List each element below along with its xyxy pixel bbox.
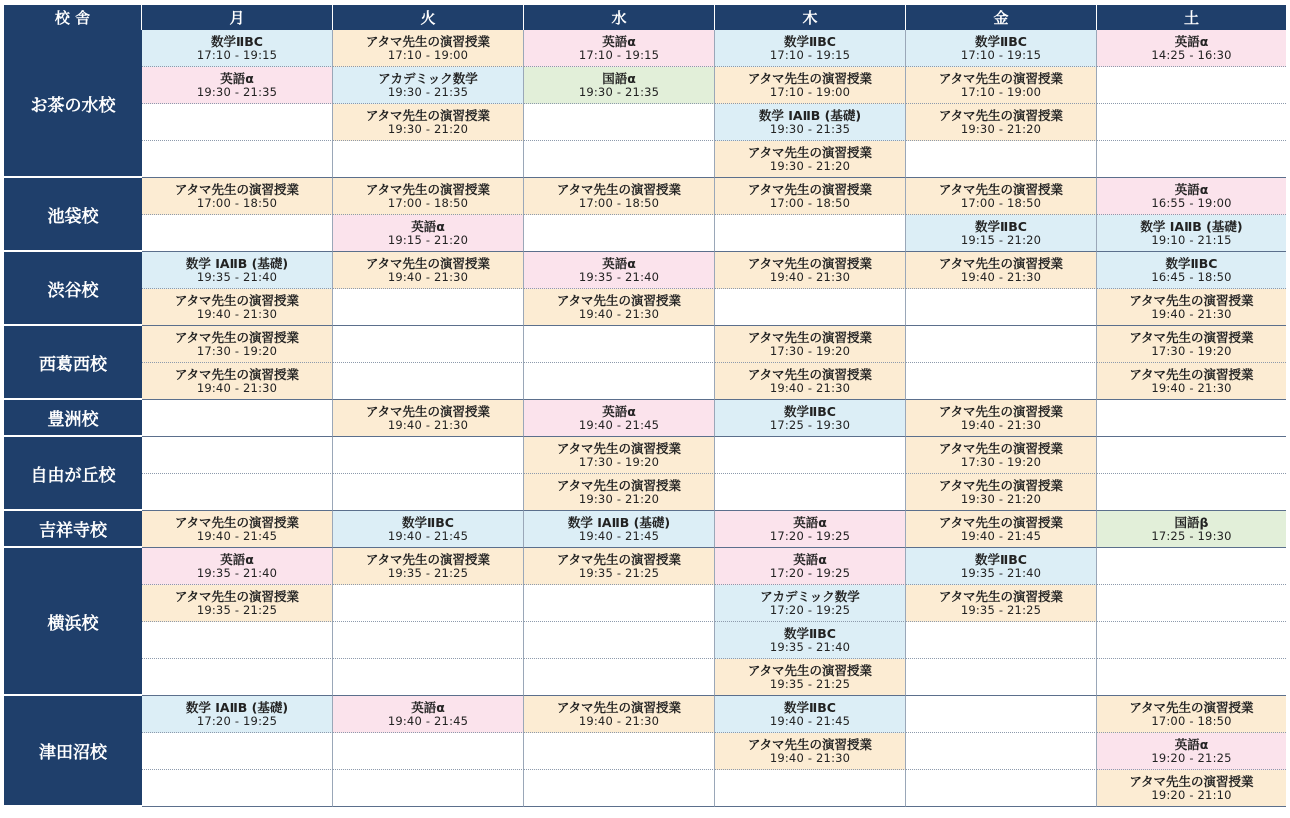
class-cell: [1097, 363, 1286, 400]
class-name: 数学ⅡBC: [784, 404, 836, 420]
class-time: 19:35 - 21:25: [960, 602, 1042, 617]
class-name: アタマ先生の演習授業: [556, 441, 682, 457]
empty-cell: [524, 104, 715, 141]
class-cell: [715, 585, 906, 622]
empty-cell: [333, 141, 524, 178]
empty-cell: [333, 437, 524, 474]
empty-cell: [906, 622, 1097, 659]
class-cell: [142, 178, 333, 215]
class-time: 19:15 - 21:20: [387, 232, 469, 247]
class-cell: [333, 178, 524, 215]
class-cell: [906, 215, 1097, 252]
class-time: 19:35 - 21:40: [769, 639, 851, 654]
class-cell: [906, 474, 1097, 511]
class-name: アタマ先生の演習授業: [556, 182, 682, 198]
class-name: アタマ先生の演習授業: [556, 552, 682, 568]
class-cell: [142, 252, 333, 289]
class-cell: [906, 585, 1097, 622]
empty-cell: [715, 474, 906, 511]
class-time: 19:20 - 21:25: [1151, 750, 1232, 765]
empty-cell: [524, 141, 715, 178]
empty-cell: [906, 141, 1097, 178]
class-name: 数学 IAⅡB (基礎): [1140, 219, 1243, 235]
class-cell: [333, 252, 524, 289]
empty-cell: [142, 474, 333, 511]
header-day-thu: 木: [715, 5, 906, 30]
empty-cell: [142, 733, 333, 770]
class-cell: [715, 67, 906, 104]
class-time: 17:10 - 19:15: [578, 47, 660, 62]
empty-cell: [333, 585, 524, 622]
class-time: 19:30 - 21:35: [578, 84, 660, 99]
empty-cell: [1097, 659, 1286, 696]
empty-cell: [906, 659, 1097, 696]
empty-cell: [1097, 474, 1286, 511]
class-name: アタマ先生の演習授業: [747, 145, 873, 161]
class-time: 19:40 - 21:30: [769, 750, 851, 765]
class-name: アタマ先生の演習授業: [556, 700, 682, 716]
class-cell: [524, 178, 715, 215]
class-time: 19:40 - 21:30: [196, 306, 278, 321]
class-name: 数学ⅡBC: [784, 34, 836, 50]
empty-cell: [1097, 141, 1286, 178]
class-cell: [142, 289, 333, 326]
class-cell: [715, 622, 906, 659]
class-cell: [333, 67, 524, 104]
empty-cell: [142, 215, 333, 252]
class-name: アタマ先生の演習授業: [747, 256, 873, 272]
empty-cell: [1097, 437, 1286, 474]
class-time: 19:30 - 21:20: [578, 491, 660, 506]
class-name: アカデミック数学: [760, 589, 860, 605]
class-cell: [715, 30, 906, 67]
empty-cell: [142, 770, 333, 807]
class-time: 19:40 - 21:45: [387, 713, 469, 728]
class-time: 17:25 - 19:30: [1151, 528, 1232, 543]
class-time: 17:30 - 19:20: [1151, 343, 1232, 358]
class-name: 英語α: [411, 219, 445, 235]
empty-cell: [906, 363, 1097, 400]
class-name: 英語α: [1174, 34, 1209, 50]
class-time: 17:20 - 19:25: [769, 602, 851, 617]
class-time: 19:40 - 21:30: [578, 306, 660, 321]
empty-cell: [906, 696, 1097, 733]
class-name: 数学ⅡBC: [402, 515, 454, 531]
class-time: 17:10 - 19:00: [769, 84, 851, 99]
class-time: 19:40 - 21:30: [1151, 306, 1232, 321]
class-time: 19:30 - 21:20: [960, 491, 1042, 506]
class-time: 19:40 - 21:30: [387, 269, 469, 284]
class-time: 17:10 - 19:00: [387, 47, 469, 62]
class-time: 17:25 - 19:30: [769, 417, 851, 432]
class-cell: [1097, 326, 1286, 363]
class-cell: [142, 548, 333, 585]
class-name: アタマ先生の演習授業: [1129, 700, 1254, 716]
class-cell: [906, 252, 1097, 289]
class-cell: [1097, 289, 1286, 326]
class-time: 17:10 - 19:15: [960, 47, 1042, 62]
class-name: 数学ⅡBC: [1165, 256, 1218, 272]
class-cell: [142, 696, 333, 733]
empty-cell: [1097, 548, 1286, 585]
class-name: 英語α: [602, 34, 636, 50]
class-name: アカデミック数学: [378, 71, 478, 87]
class-time: 19:40 - 21:30: [960, 417, 1042, 432]
class-cell: [524, 474, 715, 511]
empty-cell: [715, 215, 906, 252]
empty-cell: [715, 437, 906, 474]
class-name: アタマ先生の演習授業: [1129, 774, 1254, 790]
class-time: 19:35 - 21:40: [196, 565, 278, 580]
class-time: 19:40 - 21:30: [578, 713, 660, 728]
campus-name: 横浜校: [4, 548, 142, 696]
class-time: 19:30 - 21:35: [196, 84, 278, 99]
class-name: アタマ先生の演習授業: [938, 71, 1064, 87]
class-cell: [142, 585, 333, 622]
empty-cell: [524, 622, 715, 659]
empty-cell: [142, 622, 333, 659]
header-campus: 校 舎: [4, 5, 142, 30]
class-time: 17:20 - 19:25: [196, 713, 278, 728]
header-day-tue: 火: [333, 5, 524, 30]
class-cell: [1097, 696, 1286, 733]
class-cell: [142, 511, 333, 548]
empty-cell: [524, 770, 715, 807]
class-name: アタマ先生の演習授業: [747, 71, 873, 87]
class-cell: [524, 30, 715, 67]
empty-cell: [142, 437, 333, 474]
empty-cell: [333, 770, 524, 807]
class-name: アタマ先生の演習授業: [1129, 367, 1254, 383]
class-cell: [906, 511, 1097, 548]
class-name: アタマ先生の演習授業: [1129, 330, 1254, 346]
class-time: 19:20 - 21:10: [1151, 787, 1232, 802]
class-name: 数学ⅡBC: [784, 700, 836, 716]
class-cell: [715, 733, 906, 770]
class-time: 19:35 - 21:40: [578, 269, 660, 284]
class-name: アタマ先生の演習授業: [747, 182, 873, 198]
class-cell: [524, 289, 715, 326]
class-time: 17:20 - 19:25: [769, 565, 851, 580]
class-name: 英語α: [1174, 182, 1209, 198]
campus-name: 豊洲校: [4, 400, 142, 437]
class-cell: [524, 696, 715, 733]
class-name: アタマ先生の演習授業: [938, 441, 1064, 457]
class-time: 19:35 - 21:25: [196, 602, 278, 617]
class-time: 19:10 - 21:15: [1151, 232, 1232, 247]
class-name: 数学 IAⅡB (基礎): [185, 700, 289, 716]
class-time: 19:40 - 21:30: [769, 380, 851, 395]
class-cell: [524, 67, 715, 104]
header-day-wed: 水: [524, 5, 715, 30]
class-name: アタマ先生の演習授業: [747, 737, 873, 753]
class-cell: [333, 511, 524, 548]
class-time: 19:40 - 21:45: [578, 417, 660, 432]
class-cell: [715, 363, 906, 400]
campus-name: 吉祥寺校: [4, 511, 142, 548]
class-name: 英語α: [220, 552, 254, 568]
class-time: 19:15 - 21:20: [960, 232, 1042, 247]
class-name: アタマ先生の演習授業: [365, 256, 491, 272]
schedule-table: [4, 5, 1286, 814]
empty-cell: [906, 326, 1097, 363]
class-time: 19:40 - 21:30: [196, 380, 278, 395]
class-time: 19:40 - 21:30: [769, 269, 851, 284]
class-cell: [715, 252, 906, 289]
class-cell: [333, 400, 524, 437]
class-time: 19:30 - 21:35: [769, 121, 851, 136]
class-time: 19:40 - 21:30: [960, 269, 1042, 284]
class-name: 英語α: [220, 71, 254, 87]
class-cell: [1097, 215, 1286, 252]
class-cell: [906, 437, 1097, 474]
class-name: アタマ先生の演習授業: [174, 293, 300, 309]
class-time: 19:35 - 21:40: [960, 565, 1042, 580]
header-day-mon: 月: [142, 5, 333, 30]
class-time: 19:35 - 21:40: [196, 269, 278, 284]
class-name: アタマ先生の演習授業: [938, 108, 1064, 124]
class-name: 数学ⅡBC: [784, 626, 836, 642]
class-time: 17:00 - 18:50: [196, 195, 278, 210]
class-name: アタマ先生の演習授業: [174, 330, 300, 346]
class-name: アタマ先生の演習授業: [365, 404, 491, 420]
class-name: 英語α: [411, 700, 445, 716]
class-time: 19:30 - 21:35: [387, 84, 469, 99]
empty-cell: [524, 215, 715, 252]
class-cell: [1097, 30, 1286, 67]
empty-cell: [333, 659, 524, 696]
class-name: アタマ先生の演習授業: [747, 663, 873, 679]
class-name: アタマ先生の演習授業: [556, 478, 682, 494]
class-name: アタマ先生の演習授業: [938, 256, 1064, 272]
class-name: アタマ先生の演習授業: [174, 515, 300, 531]
class-name: アタマ先生の演習授業: [365, 108, 491, 124]
class-time: 19:40 - 21:45: [578, 528, 660, 543]
class-time: 17:20 - 19:25: [769, 528, 851, 543]
class-time: 19:40 - 21:45: [769, 713, 851, 728]
class-cell: [1097, 770, 1286, 807]
empty-cell: [715, 289, 906, 326]
class-time: 17:00 - 18:50: [1151, 713, 1232, 728]
class-name: アタマ先生の演習授業: [938, 404, 1064, 420]
class-time: 17:30 - 19:20: [196, 343, 278, 358]
class-cell: [715, 104, 906, 141]
class-time: 19:35 - 21:25: [387, 565, 469, 580]
empty-cell: [715, 770, 906, 807]
class-cell: [715, 141, 906, 178]
class-name: 英語α: [1174, 737, 1209, 753]
class-name: アタマ先生の演習授業: [938, 182, 1064, 198]
class-time: 17:00 - 18:50: [387, 195, 469, 210]
empty-cell: [333, 474, 524, 511]
class-cell: [1097, 511, 1286, 548]
class-time: 19:40 - 21:30: [387, 417, 469, 432]
class-time: 17:10 - 19:15: [196, 47, 278, 62]
class-time: 19:30 - 21:20: [769, 158, 851, 173]
class-name: 英語α: [793, 552, 827, 568]
class-cell: [142, 30, 333, 67]
class-time: 14:25 - 16:30: [1151, 47, 1232, 62]
empty-cell: [333, 622, 524, 659]
empty-cell: [1097, 400, 1286, 437]
campus-name: お茶の水校: [4, 30, 142, 178]
class-name: アタマ先生の演習授業: [938, 589, 1064, 605]
class-name: アタマ先生の演習授業: [365, 552, 491, 568]
empty-cell: [524, 659, 715, 696]
class-cell: [333, 30, 524, 67]
class-cell: [906, 548, 1097, 585]
class-name: アタマ先生の演習授業: [747, 330, 873, 346]
campus-name: 西葛西校: [4, 326, 142, 400]
class-time: 19:35 - 21:25: [578, 565, 660, 580]
empty-cell: [333, 733, 524, 770]
class-time: 17:30 - 19:20: [769, 343, 851, 358]
class-name: 数学 IAⅡB (基礎): [567, 515, 671, 531]
class-time: 16:55 - 19:00: [1151, 195, 1232, 210]
class-cell: [715, 326, 906, 363]
class-time: 16:45 - 18:50: [1151, 269, 1232, 284]
class-name: アタマ先生の演習授業: [365, 34, 491, 50]
class-cell: [906, 400, 1097, 437]
class-name: アタマ先生の演習授業: [938, 515, 1064, 531]
class-cell: [715, 400, 906, 437]
empty-cell: [333, 289, 524, 326]
class-cell: [1097, 252, 1286, 289]
class-cell: [333, 548, 524, 585]
class-cell: [524, 252, 715, 289]
class-name: アタマ先生の演習授業: [365, 182, 491, 198]
class-name: アタマ先生の演習授業: [174, 367, 300, 383]
class-cell: [524, 548, 715, 585]
class-name: 数学ⅡBC: [975, 552, 1027, 568]
class-name: アタマ先生の演習授業: [174, 589, 300, 605]
class-name: 英語α: [793, 515, 827, 531]
empty-cell: [1097, 585, 1286, 622]
campus-name: 自由が丘校: [4, 437, 142, 511]
class-name: 国語β: [1174, 515, 1209, 531]
class-time: 17:00 - 18:50: [769, 195, 851, 210]
class-name: 数学ⅡBC: [975, 219, 1027, 235]
class-cell: [333, 696, 524, 733]
class-time: 19:30 - 21:20: [960, 121, 1042, 136]
class-name: アタマ先生の演習授業: [938, 478, 1064, 494]
empty-cell: [333, 326, 524, 363]
empty-cell: [906, 770, 1097, 807]
class-name: 数学 IAⅡB (基礎): [758, 108, 862, 124]
class-time: 19:40 - 21:45: [960, 528, 1042, 543]
class-name: アタマ先生の演習授業: [747, 367, 873, 383]
empty-cell: [906, 733, 1097, 770]
campus-name: 渋谷校: [4, 252, 142, 326]
class-name: 英語α: [602, 404, 636, 420]
class-time: 17:00 - 18:50: [578, 195, 660, 210]
empty-cell: [524, 363, 715, 400]
class-cell: [715, 659, 906, 696]
class-time: 17:10 - 19:15: [769, 47, 851, 62]
class-cell: [524, 400, 715, 437]
class-time: 19:30 - 21:20: [387, 121, 469, 136]
class-time: 19:35 - 21:25: [769, 676, 851, 691]
empty-cell: [906, 289, 1097, 326]
class-cell: [715, 548, 906, 585]
empty-cell: [1097, 622, 1286, 659]
class-cell: [524, 437, 715, 474]
empty-cell: [142, 141, 333, 178]
class-time: 19:40 - 21:30: [1151, 380, 1232, 395]
class-time: 17:30 - 19:20: [960, 454, 1042, 469]
class-cell: [142, 67, 333, 104]
class-time: 17:10 - 19:00: [960, 84, 1042, 99]
campus-name: 津田沼校: [4, 696, 142, 807]
empty-cell: [1097, 104, 1286, 141]
class-cell: [1097, 178, 1286, 215]
class-cell: [333, 215, 524, 252]
class-cell: [906, 30, 1097, 67]
class-cell: [715, 696, 906, 733]
class-cell: [333, 104, 524, 141]
class-time: 19:40 - 21:45: [196, 528, 278, 543]
empty-cell: [524, 326, 715, 363]
class-name: アタマ先生の演習授業: [556, 293, 682, 309]
class-cell: [906, 104, 1097, 141]
empty-cell: [142, 104, 333, 141]
empty-cell: [142, 659, 333, 696]
header-day-sat: 土: [1097, 5, 1286, 30]
campus-name: 池袋校: [4, 178, 142, 252]
class-time: 17:30 - 19:20: [578, 454, 660, 469]
class-name: アタマ先生の演習授業: [1129, 293, 1254, 309]
class-cell: [715, 511, 906, 548]
class-time: 19:40 - 21:45: [387, 528, 469, 543]
class-name: 国語α: [602, 71, 636, 87]
class-cell: [715, 178, 906, 215]
header-day-fri: 金: [906, 5, 1097, 30]
empty-cell: [1097, 67, 1286, 104]
empty-cell: [524, 585, 715, 622]
empty-cell: [142, 400, 333, 437]
class-cell: [1097, 733, 1286, 770]
class-time: 17:00 - 18:50: [960, 195, 1042, 210]
class-name: 数学ⅡBC: [975, 34, 1027, 50]
class-name: 数学ⅡBC: [211, 34, 263, 50]
class-cell: [142, 363, 333, 400]
class-cell: [906, 178, 1097, 215]
class-cell: [906, 67, 1097, 104]
class-cell: [142, 326, 333, 363]
class-cell: [524, 511, 715, 548]
class-name: アタマ先生の演習授業: [174, 182, 300, 198]
class-name: 数学 IAⅡB (基礎): [185, 256, 289, 272]
class-name: 英語α: [602, 256, 636, 272]
empty-cell: [333, 363, 524, 400]
empty-cell: [524, 733, 715, 770]
